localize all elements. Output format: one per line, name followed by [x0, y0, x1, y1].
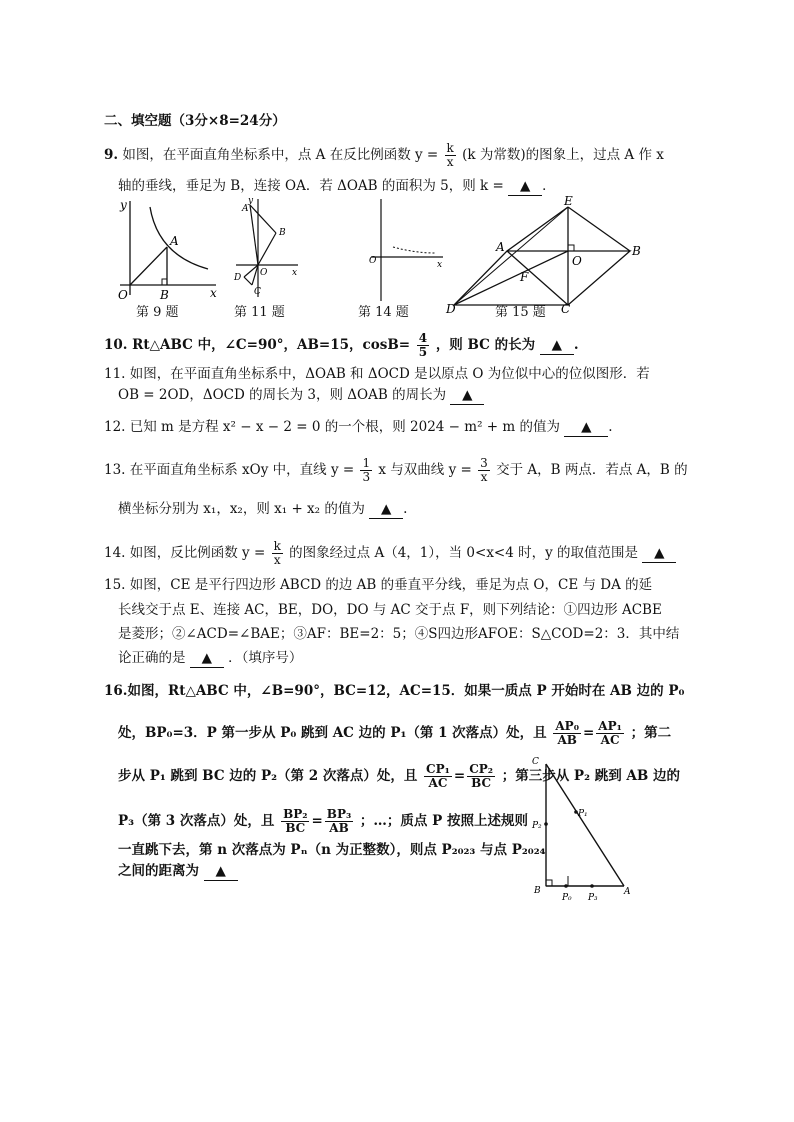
q13-frac1-num: 1 [362, 456, 371, 470]
q11-marker: ▲ [462, 387, 473, 403]
fig16-label-b: B [534, 886, 541, 896]
q16-marker: ▲ [215, 863, 226, 879]
fig15-label-e: E [564, 194, 573, 208]
fig9-right-angle [162, 279, 167, 285]
q12-text: 12. 已知 m 是方程 x² − x − 2 = 0 的一个根，则 2024 − m² + m 的值为 [104, 419, 560, 435]
fig15-segment-ae [507, 207, 568, 251]
fig15-parallelogram [454, 251, 630, 305]
q14-fraction [272, 540, 283, 567]
q15-line2: 长线交于点 E、连接 AC，BE，DO，DO 与 AC 交于点 F，则下列结论：①四边形 ACBE [118, 602, 662, 618]
q15-line3: 是菱形；②∠ACD=∠BAE；③AF：BE=2：5；④S四边形AFOE：S△COD=2：3．其中结 [118, 626, 680, 642]
q15-line1: 15. 如图，CE 是平行四边形 ABCD 的边 AB 的垂直平分线，垂足为点 O，CE 与 DA 的延 [104, 577, 653, 593]
q16-line2 [118, 720, 671, 747]
q9-number: 9. [104, 147, 119, 163]
q10-line [104, 332, 579, 359]
q10-frac-num: 4 [418, 331, 428, 345]
q11-text: OB = 2OD，ΔOCD 的周长为 3，则 ΔOAB 的周长为 [118, 387, 447, 403]
fig11-segment-oa [250, 205, 258, 265]
q13-line1 [104, 457, 688, 484]
q16-frac1-den: AB [557, 733, 577, 747]
q16-eq-2: = [453, 768, 466, 784]
q16-text-c: 步从 P₁ 跳到 BC 边的 P₂（第 2 次落点）处，且 [118, 768, 418, 784]
q16-fraction-5 [281, 808, 309, 835]
q16-line6 [118, 862, 238, 881]
q9-line1 [104, 142, 664, 169]
caption-fig11: 第 11 题 [234, 305, 285, 320]
fig9-segment-oa [130, 247, 167, 285]
q11-answer-blank [450, 386, 484, 405]
q15-marker: ▲ [201, 650, 212, 666]
q9-text-b: (k 为常数)的图象上，过点 A 作 x [462, 147, 664, 163]
fig15-label-c: C [561, 302, 571, 315]
q13-text-c: 交于 A，B 两点．若点 A，B 的 [496, 462, 688, 478]
q12-end: . [608, 419, 613, 435]
q16-text-d: ；第三步从 P₂ 跳到 AB 边的 [501, 768, 680, 784]
caption-fig14: 第 14 题 [358, 305, 409, 320]
fig16-label-p0: P₀ [562, 893, 572, 903]
q15-line4 [118, 649, 302, 668]
q13-marker: ▲ [380, 501, 392, 517]
fig16-right-angle [546, 880, 552, 886]
q16-line4 [118, 808, 528, 835]
q9-text-c: 轴的垂线，垂足为 B，连接 OA．若 ΔOAB 的面积为 5，则 k = [118, 178, 504, 194]
q16-frac1-num: AP₀ [555, 719, 579, 733]
q13-text-b: x 与双曲线 y = [378, 462, 472, 478]
fig15-label-a: A [496, 240, 505, 254]
figure-15 [444, 193, 644, 315]
q16-fraction-4 [467, 763, 495, 790]
fig11-segment-ab [250, 205, 276, 233]
q13-fraction-1 [360, 457, 372, 484]
q15-text-a: 论正确的是 [118, 650, 186, 666]
q9-fraction [445, 142, 456, 169]
q13-text-a: 13. 在平面直角坐标系 xOy 中，直线 y = [104, 462, 355, 478]
section-title: 二、填空题（3分×8=24分） [104, 113, 286, 129]
q9-end: ． [542, 178, 556, 194]
q16-line5: 一直跳下去，第 n 次落点为 Pₙ（n 为正整数），则点 P₂₀₂₃ 与点 P₂₀₂₄ [118, 842, 546, 858]
q10-marker: ▲ [551, 337, 563, 353]
fig11-label-a: A [242, 204, 249, 214]
fig11-label-c: C [254, 287, 261, 297]
q10-text-b: ，则 BC 的长为 [435, 337, 536, 353]
q14-frac-num: k [273, 539, 281, 553]
q12-line [104, 418, 613, 437]
q11-line2 [118, 386, 484, 405]
q16-eq-1: = [582, 725, 595, 741]
q16-text-a: 处，BP₀=3．P 第一步从 P₀ 跳到 AC 边的 P₁（第 1 次落点）处，且 [118, 725, 547, 741]
q12-marker: ▲ [581, 419, 592, 435]
q16-text-e: P₃（第 3 次落点）处，且 [118, 813, 275, 829]
q16-frac3-num: CP₁ [426, 762, 450, 776]
q16-text-g: 之间的距离为 [118, 863, 199, 879]
fig15-label-d: D [446, 302, 456, 315]
q14-answer-blank [642, 544, 676, 563]
q10-end: . [573, 337, 579, 353]
q16-text-f: ；…；质点 P 按照上述规则 [359, 813, 528, 829]
q10-frac-den: 5 [418, 345, 428, 359]
q14-text-b: 的图象经过点 A（4，1），当 0<x<4 时，y 的取值范围是 [289, 545, 639, 561]
fig11-label-d: D [234, 273, 242, 283]
q16-frac6-num: BP₃ [326, 807, 352, 821]
q13-frac1-den: 3 [362, 470, 371, 484]
q10-text-a: 10. Rt△ABC 中，∠C=90°，AB=15，cosB= [104, 337, 411, 353]
fig15-label-b: B [632, 244, 641, 258]
fig16-label-c: C [532, 757, 539, 767]
fig9-label-x: x [210, 286, 217, 300]
q13-line2 [118, 500, 407, 519]
fig16-point-p0 [564, 884, 568, 888]
fig16-point-p3 [590, 884, 594, 888]
fig9-label-a: A [170, 234, 179, 248]
q14-line [104, 540, 676, 567]
fig16-label-a: A [624, 887, 631, 897]
fig11-segment-cd [244, 277, 252, 285]
q10-fraction [417, 332, 429, 359]
fig11-label-o: O [260, 268, 268, 278]
q16-frac2-den: AC [600, 733, 620, 747]
q16-text-b: ；第二 [630, 725, 672, 741]
q13-fraction-2 [478, 457, 490, 484]
q9-marker: ▲ [519, 178, 531, 194]
fig9-label-o: O [118, 288, 128, 302]
q16-answer-blank [204, 862, 238, 881]
fig16-label-p1: P₁ [578, 809, 588, 819]
fig14-label-o: O [369, 256, 377, 266]
q15-text-b: ．（填序号） [228, 650, 303, 666]
q11-line1: 11. 如图，在平面直角坐标系中，ΔOAB 和 ΔOCD 是以原点 O 为位似中心的位似图形．若 [104, 366, 650, 382]
fig9-curve [150, 207, 208, 269]
q16-fraction-1 [553, 720, 581, 747]
caption-fig15: 第 15 题 [495, 305, 546, 320]
fig15-label-o: O [572, 254, 582, 268]
q16-fraction-6 [325, 808, 353, 835]
q16-frac5-num: BP₂ [283, 807, 308, 821]
q16-eq-3: = [311, 813, 323, 829]
fig11-label-b: B [279, 228, 286, 238]
fig15-segment-do [454, 251, 568, 305]
q13-frac2-den: x [480, 470, 488, 484]
q9-frac-den: x [446, 155, 454, 169]
q16-fraction-2 [596, 720, 624, 747]
fig15-segment-eb [568, 207, 630, 251]
fig14-label-x: x [437, 260, 443, 270]
q9-text-a: 如图，在平面直角坐标系中，点 A 在反比例函数 y = [122, 147, 439, 163]
q16-frac2-num: AP₁ [598, 719, 622, 733]
q14-marker: ▲ [654, 545, 665, 561]
q16-frac4-num: CP₂ [469, 762, 494, 776]
q14-text-a: 14. 如图，反比例函数 y = [104, 545, 266, 561]
fig16-label-p3: P₃ [588, 893, 598, 903]
fig15-segment-ac [507, 251, 568, 305]
figure-11 [228, 195, 308, 305]
fig15-label-f: F [520, 270, 529, 284]
q15-answer-blank [190, 649, 224, 668]
q13-frac2-num: 3 [480, 456, 488, 470]
figure-9 [112, 195, 224, 310]
q14-frac-den: x [273, 553, 281, 567]
q13-answer-blank [369, 500, 403, 519]
q16-fraction-3 [424, 763, 452, 790]
q13-end: . [403, 501, 408, 517]
fig9-label-y: y [120, 198, 127, 212]
q16-frac3-den: AC [428, 776, 448, 790]
fig15-right-angle [568, 245, 574, 251]
fig16-side-ca [546, 764, 624, 886]
figure-14 [365, 195, 450, 305]
q9-frac-num: k [446, 141, 454, 155]
q13-text-d: 横坐标分别为 x₁，x₂，则 x₁ + x₂ 的值为 [118, 501, 365, 517]
fig9-label-b: B [160, 288, 169, 302]
fig16-label-p2: P₂ [532, 821, 542, 831]
q16-frac5-den: BC [285, 821, 306, 835]
fig11-label-x: x [292, 268, 298, 278]
fig11-label-y: y [248, 196, 254, 206]
q10-answer-blank [540, 336, 574, 355]
caption-fig9: 第 9 题 [136, 305, 179, 320]
q16-line1: 16.如图，Rt△ABC 中，∠B=90°，BC=12，AC=15．如果一质点 P 开始时在 AB 边的 P₀ [104, 683, 685, 699]
fig14-curve [393, 247, 435, 253]
fig16-point-p2 [544, 822, 548, 826]
figure-16 [528, 752, 638, 912]
q16-frac6-den: AB [329, 821, 349, 835]
q12-answer-blank [564, 418, 608, 437]
q16-frac4-den: BC [471, 776, 492, 790]
fig11-segment-bo [258, 233, 276, 265]
